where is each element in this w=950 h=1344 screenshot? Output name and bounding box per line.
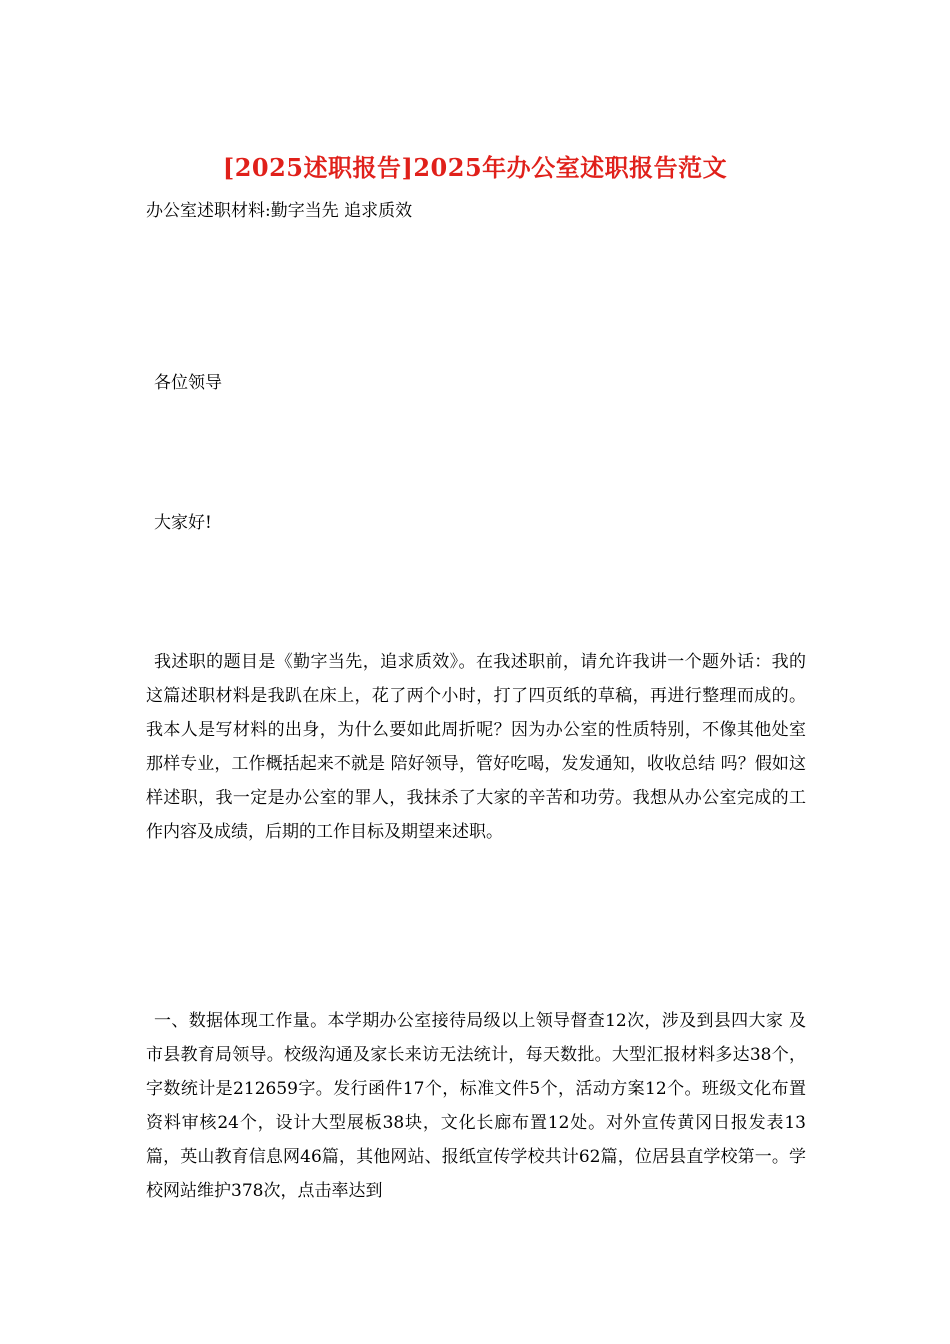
body-paragraph-intro: 我述职的题目是《勤字当先，追求质效》。在我述职前，请允许我讲一个题外话：我的这篇述职材料是我趴在床上，花了两个小时，打了四页纸的草稿，再进行整理而成的。我本人是写材料的出身，为什么要如此周折呢？因为办公室的性质特别，不像其他处室那样专业，工作概括起来不就是 陪好领导，管好吃喝，发发通知，收收总结 吗？假如这样述职，我一定是办公室的罪人，我抹杀了大家的辛苦和功劳。我想从办公室完成的工作内容及成绩，后期的工作目标及期望来述职。 bbox=[146, 652, 806, 842]
document-title: [2025述职报告]2025年办公室述职报告范文 bbox=[222, 153, 728, 182]
document-subtitle: 办公室述职材料:勤字当先 追求质效 bbox=[146, 201, 413, 221]
greeting-everyone: 大家好! bbox=[154, 513, 212, 533]
greeting-leaders: 各位领导 bbox=[154, 373, 222, 393]
body-paragraph-data: 一、数据体现工作量。本学期办公室接待局级以上领导督查12次，涉及到县四大家 及市县教育局领导。校级沟通及家长来访无法统计，每天数批。大型汇报材料多达38个，字数统计是212659字。发行函件17个，标准文件5个，活动方案12个。班级文化布置资料审核24个，设计大型展板38块，文化长廊布置12处。对外宣传黄冈日报发表13篇，英山教育信息网46篇，其他网站、报纸宣传学校共计62篇，位居县直学校第一。学校网站维护378次，点击率达到 bbox=[146, 1011, 806, 1201]
